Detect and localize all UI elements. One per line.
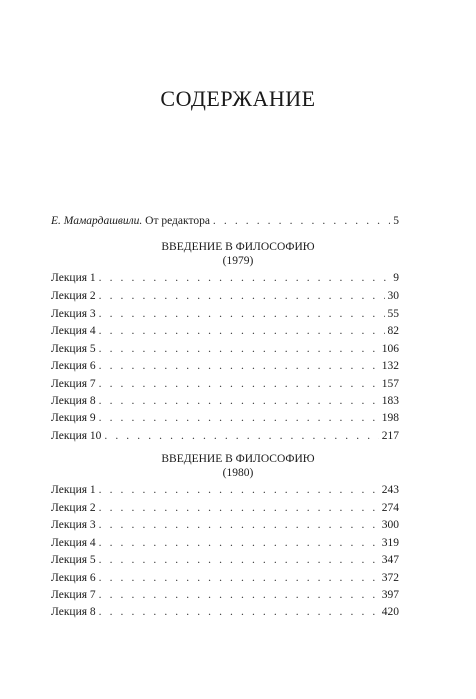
lecture-label: Лекция 5 bbox=[51, 343, 96, 355]
leader-dots bbox=[99, 324, 385, 339]
page-number: 274 bbox=[381, 502, 399, 514]
leader-dots bbox=[99, 271, 391, 286]
toc-entry-lecture[interactable] bbox=[51, 394, 399, 409]
page-number: 243 bbox=[381, 484, 399, 496]
leader-dots bbox=[99, 359, 379, 374]
toc-entry-label bbox=[51, 214, 210, 229]
lecture-label: Лекция 5 bbox=[51, 554, 96, 566]
lecture-label: Лекция 8 bbox=[51, 606, 96, 618]
toc-entry-lecture[interactable] bbox=[51, 553, 399, 568]
lecture-label: Лекция 9 bbox=[51, 412, 96, 424]
page-number: 132 bbox=[381, 360, 399, 372]
leader-dots bbox=[99, 289, 385, 304]
page-number: 300 bbox=[381, 519, 399, 531]
toc-entry-lecture[interactable] bbox=[51, 571, 399, 586]
leader-dots bbox=[99, 377, 379, 392]
author-name: Е. Мамардашвили. bbox=[51, 215, 143, 227]
leader-dots bbox=[99, 588, 379, 603]
leader-dots bbox=[99, 605, 379, 620]
entry-title: От редактора bbox=[145, 215, 210, 227]
lecture-label: Лекция 1 bbox=[51, 272, 96, 284]
toc-entry-lecture[interactable] bbox=[51, 324, 399, 339]
page-number: 198 bbox=[381, 412, 399, 424]
leader-dots bbox=[213, 214, 390, 229]
lecture-label: Лекция 1 bbox=[51, 484, 96, 496]
lecture-label: Лекция 7 bbox=[51, 378, 96, 390]
page-number: 106 bbox=[381, 343, 399, 355]
section-heading: ВВЕДЕНИЕ В ФИЛОСОФИЮ bbox=[161, 241, 315, 253]
leader-dots bbox=[99, 411, 379, 426]
toc-entry-lecture[interactable] bbox=[51, 271, 399, 286]
lecture-label: Лекция 4 bbox=[51, 325, 96, 337]
page-number: 82 bbox=[387, 325, 399, 337]
page-number: 183 bbox=[381, 395, 399, 407]
lecture-label: Лекция 10 bbox=[51, 430, 102, 442]
lecture-label: Лекция 2 bbox=[51, 502, 96, 514]
page-number: 372 bbox=[381, 572, 399, 584]
page-number: 319 bbox=[381, 537, 399, 549]
leader-dots bbox=[99, 307, 385, 322]
section-year: (1980) bbox=[222, 467, 254, 479]
page-number: 157 bbox=[381, 378, 399, 390]
leader-dots bbox=[99, 394, 379, 409]
lecture-label: Лекция 6 bbox=[51, 360, 96, 372]
section-heading: ВВЕДЕНИЕ В ФИЛОСОФИЮ bbox=[161, 453, 315, 465]
leader-dots bbox=[99, 571, 379, 586]
toc-entry-lecture[interactable] bbox=[51, 536, 399, 551]
page-number: 420 bbox=[381, 606, 399, 618]
page-number: 397 bbox=[381, 589, 399, 601]
toc-entry-lecture[interactable] bbox=[51, 429, 399, 444]
toc-entry-lecture[interactable] bbox=[51, 342, 399, 357]
page-number: 5 bbox=[393, 215, 399, 227]
leader-dots bbox=[99, 483, 379, 498]
toc-entry-lecture[interactable] bbox=[51, 377, 399, 392]
leader-dots bbox=[99, 518, 379, 533]
toc-entry-lecture[interactable] bbox=[51, 307, 399, 322]
section-year: (1979) bbox=[222, 255, 254, 267]
toc-entry-lecture[interactable] bbox=[51, 359, 399, 374]
page-number: 9 bbox=[393, 272, 399, 284]
leader-dots bbox=[99, 342, 379, 357]
toc-entry-lecture[interactable] bbox=[51, 411, 399, 426]
toc-entry-lecture[interactable] bbox=[51, 588, 399, 603]
lecture-label: Лекция 3 bbox=[51, 519, 96, 531]
toc-entry-lecture[interactable] bbox=[51, 518, 399, 533]
toc-entry-lecture[interactable] bbox=[51, 483, 399, 498]
page-number: 55 bbox=[387, 308, 399, 320]
lecture-label: Лекция 8 bbox=[51, 395, 96, 407]
page-number: 347 bbox=[381, 554, 399, 566]
leader-dots bbox=[99, 501, 379, 516]
lecture-label: Лекция 3 bbox=[51, 308, 96, 320]
lecture-label: Лекция 6 bbox=[51, 572, 96, 584]
lecture-label: Лекция 4 bbox=[51, 537, 96, 549]
lecture-label: Лекция 2 bbox=[51, 290, 96, 302]
toc-entry-editor[interactable] bbox=[51, 214, 399, 229]
leader-dots bbox=[99, 553, 379, 568]
lecture-label: Лекция 7 bbox=[51, 589, 96, 601]
page-number: 30 bbox=[387, 290, 399, 302]
page-number: 217 bbox=[381, 430, 399, 442]
toc-entry-lecture[interactable] bbox=[51, 605, 399, 620]
leader-dots bbox=[104, 429, 378, 444]
toc-entry-lecture[interactable] bbox=[51, 501, 399, 516]
leader-dots bbox=[99, 536, 379, 551]
page-title: СОДЕРЖАНИЕ bbox=[160, 86, 316, 111]
toc-entry-lecture[interactable] bbox=[51, 289, 399, 304]
